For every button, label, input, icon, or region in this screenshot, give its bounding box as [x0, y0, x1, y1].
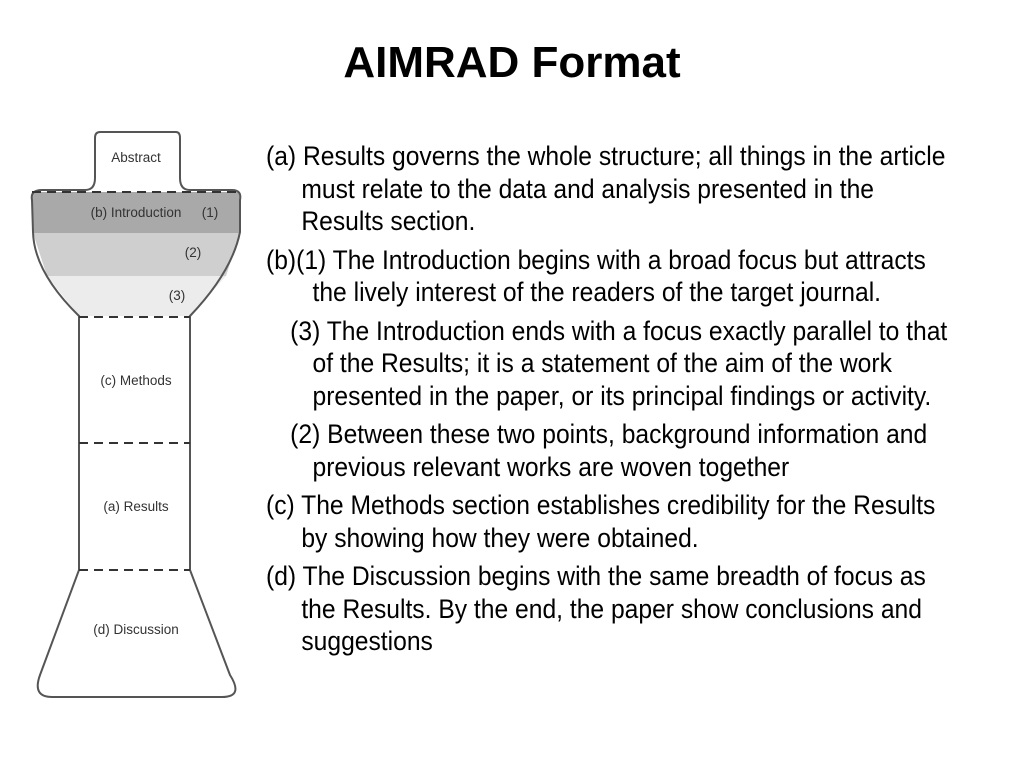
intro-band-2 — [33, 233, 240, 276]
label-marker-2: (2) — [184, 245, 202, 260]
paragraph-discussion: (d) The Discussion begins with the same breadth of focus as the Results. By the end, the paper show conclusions and suggestions — [266, 561, 926, 656]
label-discussion: (d) Discussion — [93, 622, 179, 637]
aimrad-hourglass-diagram — [0, 0, 260, 768]
label-abstract: Abstract — [111, 150, 161, 165]
label-marker-1: (1) — [201, 205, 219, 220]
label-introduction: (b) Introduction — [90, 205, 182, 220]
paragraph-results: (a) Results governs the whole structure; all things in the article must relate to the data and analysis presented in the Results section. — [266, 141, 946, 236]
explanation-text — [266, 140, 954, 664]
label-marker-3: (3) — [168, 288, 186, 303]
label-results: (a) Results — [103, 499, 169, 514]
paragraph-introduction-middle: (2) Between these two points, background information and previous relevant works are woven together — [290, 419, 928, 482]
paragraph-methods: (c) The Methods section establishes credibility for the Results by showing how they were obtained. — [266, 490, 936, 553]
slide-title: AIMRAD Format — [343, 38, 681, 87]
paragraph-introduction-end: (3) The Introduction ends with a focus exactly parallel to that of the Results; it is a statement of the aim of the work presented in the paper, or its principal findings or activity. — [290, 315, 948, 411]
paragraph-introduction-broad: (b)(1) The Introduction begins with a broad focus but attracts the lively interest of the readers of the target journal. — [266, 244, 926, 307]
label-methods: (c) Methods — [100, 373, 172, 388]
